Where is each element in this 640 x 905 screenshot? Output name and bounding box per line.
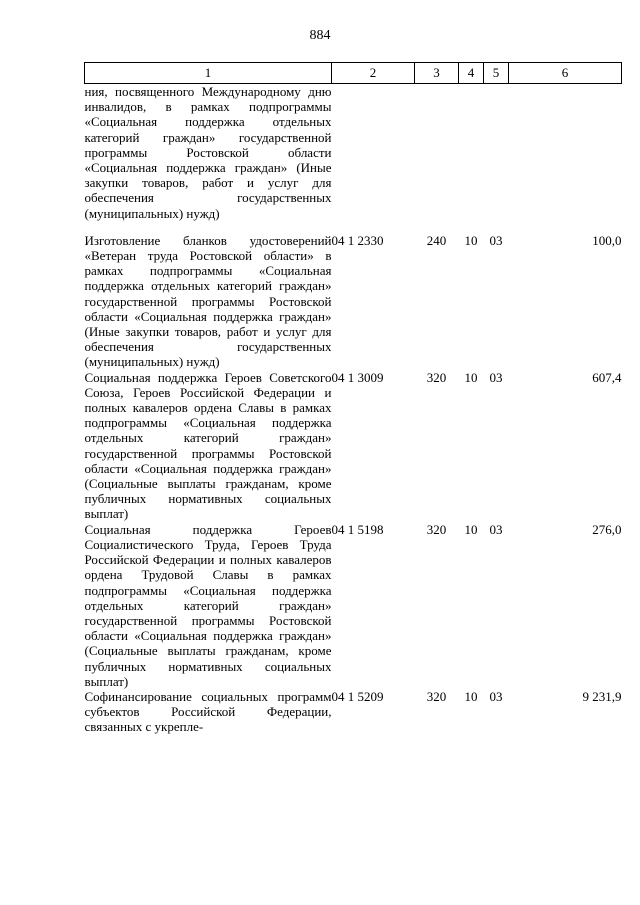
row-section: 10 [464, 688, 478, 704]
column-header-5: 5 [484, 63, 509, 84]
row-description: Социальная поддержка Героев Социалистического Труда, Героев Труда Российской Федерации и полных кавалеров ордена Трудовой Славы в рамках подпрограммы «Социальная поддержка отдельных категорий граждан» государственной программы Ростовской области «Социальная поддержка граждан» (Социальные выплаты гражданам, кроме публичных нормативных социальных выплат) [84, 521, 332, 689]
row-section: 10 [464, 369, 478, 385]
row-amount: 100,0 [592, 232, 622, 248]
budget-table [84, 62, 622, 735]
row-description: Социальная поддержка Героев Советского Союза, Героев Российской Федерации и полных кавалеров ордена Славы в рамках подпрограммы «Социальная поддержка отдельных категорий граждан» государственной программы Ростовской области «Социальная поддержка граждан» (Социальные выплаты гражданам, кроме публичных нормативных социальных выплат) [84, 369, 332, 522]
table-row [85, 689, 622, 735]
column-header-2: 2 [332, 63, 415, 84]
page-number: 884 [309, 28, 331, 43]
row-target-code: 04 1 5198 [331, 521, 384, 537]
row-subsection: 03 [489, 232, 503, 248]
row-subsection [484, 84, 509, 233]
row-target-code: 04 1 3009 [331, 369, 384, 385]
row-section: 10 [464, 521, 478, 537]
row-subsection: 03 [489, 369, 503, 385]
row-amount: 276,0 [592, 521, 622, 537]
row-expense-type: 320 [426, 688, 447, 704]
row-amount: 9 231,9 [582, 688, 622, 704]
row-section: 10 [464, 232, 478, 248]
column-header-6: 6 [509, 63, 622, 84]
row-expense-type [415, 84, 459, 233]
table-header-row [85, 63, 622, 84]
table-row [85, 84, 622, 233]
column-header-4: 4 [459, 63, 484, 84]
row-section [459, 84, 484, 233]
row-target-code [332, 84, 415, 233]
column-header-1: 1 [85, 63, 332, 84]
row-description: Изготовление бланков удостоверений «Ветеран труда Ростовской области» в рамках подпрограммы «Социальная поддержка отдельных категорий граждан» государственной программы Ростовской области «Социальная поддержка граждан» (Иные закупки товаров, работ и услуг для обеспечения государственных (муниципальных) нужд) [84, 232, 332, 370]
row-amount [509, 84, 622, 233]
column-header-3: 3 [415, 63, 459, 84]
row-expense-type: 320 [426, 369, 447, 385]
row-target-code: 04 1 2330 [331, 232, 384, 248]
row-description: ния, посвященного Международному дню инвалидов, в рамках подпрограммы «Социальная поддержка отдельных категорий граждан» государственной программы Ростовской области «Социальная поддержка граждан» (Иные закупки товаров, работ и услуг для обеспечения государственных (муниципальных) нужд) [84, 84, 332, 221]
row-target-code: 04 1 5209 [331, 688, 384, 704]
row-description: Софинансирование социальных программ субъектов Российской Федерации, связанных с укрепле- [84, 688, 332, 735]
row-expense-type: 240 [426, 232, 447, 248]
row-expense-type: 320 [426, 521, 447, 537]
row-subsection: 03 [489, 688, 503, 704]
table-row [85, 522, 622, 689]
row-subsection: 03 [489, 521, 503, 537]
row-amount: 607,4 [592, 369, 622, 385]
table-row [85, 370, 622, 522]
table-row [85, 233, 622, 370]
